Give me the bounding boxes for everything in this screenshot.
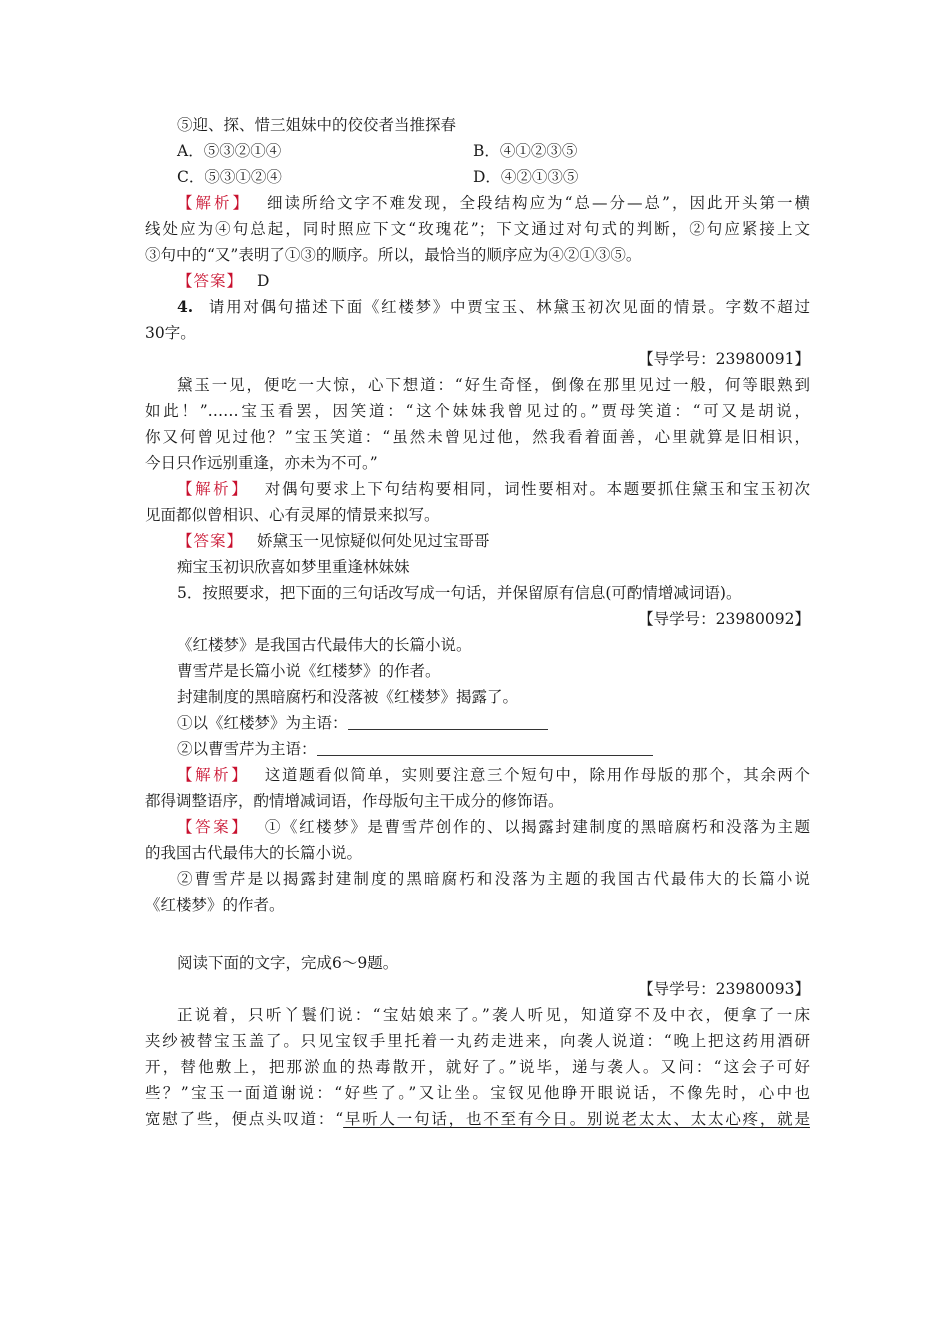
option-d: D．④②①③⑤	[473, 168, 579, 186]
guide-number: 【导学号：23980091】	[638, 350, 810, 368]
q4-analysis-line2: 见面都似曾相识、心有灵犀的情景来拟写。	[145, 506, 440, 524]
answer-blank-line	[317, 739, 653, 756]
q5-answer2-line2: 《红楼梦》的作者。	[145, 896, 285, 914]
passage-line5: 宽慰了些，便点头叹道：“早听人一句话，也不至有今日。别说老太太、太太心疼，就是	[145, 1110, 810, 1128]
q3-options-row1	[145, 138, 810, 164]
q4-stem-line2: 30字。	[145, 324, 196, 342]
passage-line3: 开，替他敷上，把那淤血的热毒散开，就好了。”说毕，递与袭人。又问：“这会子可好	[145, 1058, 810, 1076]
guide-number: 【导学号：23980092】	[638, 610, 810, 628]
q4-guide-number-row	[145, 346, 810, 372]
q4-answer-line1: 【答案】 娇黛玉一见惊疑似何处见过宝哥哥	[177, 532, 490, 550]
q5-sentence1: 《红楼梦》是我国古代最伟大的长篇小说。	[177, 636, 472, 654]
q3-answer	[145, 268, 810, 294]
analysis-tag: 【解析】	[177, 194, 252, 212]
q5-blank1-row: ①以《红楼梦》为主语：	[145, 710, 810, 736]
analysis-tag: 【解析】	[177, 766, 250, 784]
document-page	[145, 112, 810, 1132]
q3-analysis-line1: 【解析】 细读所给文字不难发现，全段结构应为“总—分—总”，因此开头第一横	[177, 194, 810, 212]
option-a: A．⑤③②①④	[177, 142, 282, 160]
question-number: 4.	[177, 297, 194, 316]
q5-answer2-line1: ②曹雪芹是以揭露封建制度的黑暗腐朽和没落为主题的我国古代最伟大的长篇小说	[177, 870, 810, 888]
q5-blank2-row: ②以曹雪芹为主语：	[145, 736, 810, 762]
passage-line4: 些？”宝玉一面道谢说：“好些了。”又让坐。宝钗见他睁开眼说话，不像先时，心中也	[145, 1084, 810, 1102]
answer-tag: 【答案】	[177, 818, 250, 836]
q5-sentence2: 曹雪芹是长篇小说《红楼梦》的作者。	[177, 662, 441, 680]
reading-guide-number-row	[145, 976, 810, 1002]
answer-tag: 【答案】	[177, 532, 244, 550]
option-c: C．⑤③①②④	[177, 168, 282, 186]
q5-analysis-line1: 【解析】 这道题看似简单，实则要注意三个短句中，除用作母版的那个，其余两个	[177, 766, 810, 784]
answer-tag: 【答案】	[177, 272, 244, 290]
passage-line2: 夹纱被替宝玉盖了。只见宝钗手里托着一丸药走进来，向袭人说道：“晚上把这药用酒研	[145, 1032, 810, 1050]
q5-stem: 5．按照要求，把下面的三句话改写成一句话，并保留原有信息(可酌情增减词语)。	[177, 584, 742, 602]
q3-analysis-line3: ③句中的“又”表明了①③的顺序。所以，最恰当的顺序应为④②①③⑤。	[145, 246, 642, 264]
q5-guide-number-row	[145, 606, 810, 632]
q4-text-line4: 今日只作远别重逢，亦未为不可。”	[145, 454, 378, 472]
q5-answer1-line1: 【答案】 ①《红楼梦》是曹雪芹创作的、以揭露封建制度的黑暗腐朽和没落为主题	[177, 818, 810, 836]
q3-analysis-line2: 线处应为④句总起，同时照应下文“玫瑰花”；下文通过对句式的判断，②句应紧接上文	[145, 220, 810, 238]
q4-text-line2: 如此！”……宝玉看罢，因笑道：“这个妹妹我曾见过的。”贾母笑道：“可又是胡说，	[145, 402, 810, 420]
underlined-quote: 早听人一句话，也不至有今日。别说老太太、太太心疼，就是	[343, 1110, 810, 1128]
q4-answer-line2: 痴宝玉初识欣喜如梦里重逢林妹妹	[177, 558, 410, 576]
answer-text: D	[257, 272, 270, 290]
q4-analysis-line1: 【解析】 对偶句要求上下句结构要相同，词性要相对。本题要抓住黛玉和宝玉初次	[177, 480, 810, 498]
answer-blank-line	[348, 713, 548, 730]
option-b: B．④①②③⑤	[473, 142, 578, 160]
q4-stem-line1: 4. 请用对偶句描述下面《红楼梦》中贾宝玉、林黛玉初次见面的情景。字数不超过	[177, 297, 810, 316]
q3-item5: ⑤迎、探、惜三姐妹中的佼佼者当推探春	[177, 116, 457, 134]
q5-sentence3: 封建制度的黑暗腐朽和没落被《红楼梦》揭露了。	[177, 688, 519, 706]
q4-text-line1: 黛玉一见，便吃一大惊，心下想道：“好生奇怪，倒像在那里见过一般，何等眼熟到	[177, 376, 810, 394]
reading-intro: 阅读下面的文字，完成6～9题。	[177, 954, 399, 972]
q5-analysis-line2: 都得调整语序，酌情增减词语，作母版句主干成分的修饰语。	[145, 792, 564, 810]
passage-line1: 正说着，只听丫鬟们说：“宝姑娘来了。”袭人听见，知道穿不及中衣，便拿了一床	[177, 1006, 810, 1024]
guide-number: 【导学号：23980093】	[638, 980, 810, 998]
q4-text-line3: 你又何曾见过他？”宝玉笑道：“虽然未曾见过他，然我看着面善，心里就算是旧相识，	[145, 428, 810, 446]
q3-options-row2	[145, 164, 810, 190]
q5-answer1-line2: 的我国古代最伟大的长篇小说。	[145, 844, 363, 862]
analysis-tag: 【解析】	[177, 480, 250, 498]
